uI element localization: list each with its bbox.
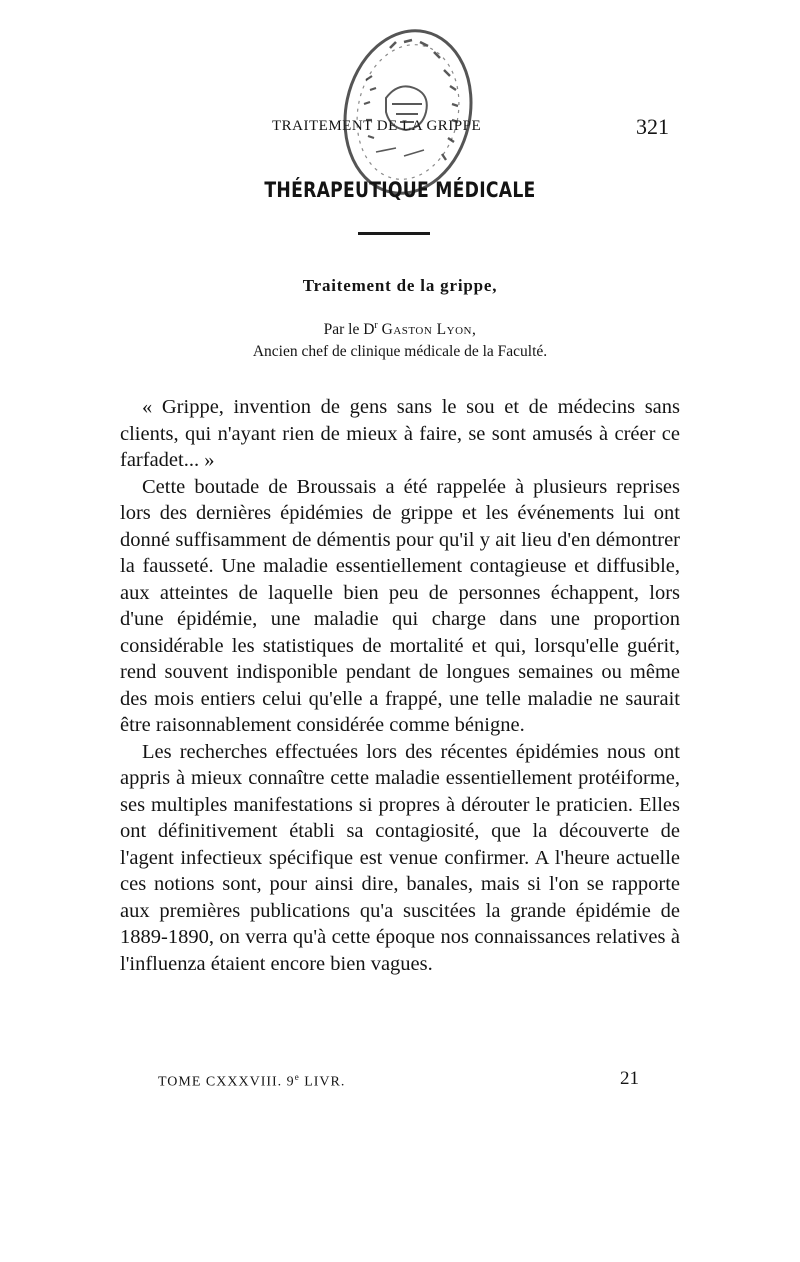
page-number: 321 — [636, 114, 669, 139]
body-paragraph: « Grippe, invention de gens sans le sou et de médecins sans clients, qui n'ayant rien de mieux à faire, se sont amusés à créer ce farfadet... » — [120, 396, 680, 471]
signature-superscript: e — [294, 1072, 300, 1082]
page-footer — [0, 1068, 800, 1092]
signature-suffix: LIVR. — [299, 1074, 346, 1090]
section-title: THÉRAPEUTIQUE MÉDICALE — [264, 178, 536, 202]
byline — [0, 320, 800, 339]
byline-prefix: Par le D — [323, 321, 375, 339]
article-title: Traitement de la grippe, — [302, 276, 498, 295]
body-paragraph: Les recherches effectuées lors des récentes épidémies nous ont appris à mieux connaître cette maladie essentiellement protéiforme, ses multiples manifestations si propres à dérouter le praticien. Elles ont définitivement établi sa contagiosité, que la découverte de l'agent infectieux spécifique est venue confirmer. A l'heure actuelle ces notions sont, pour ainsi dire, banales, mais si l'on se rapporte aux premières publications qu'a suscitées la grande épidémie de 1889-1890, on verra qu'à cette époque nos connaissances relatives à l'influenza étaient encore bien vagues. — [120, 740, 680, 975]
author-name: Gaston Lyon, — [381, 321, 477, 339]
article-body — [120, 394, 680, 977]
signature-mark — [158, 1072, 345, 1091]
author-affiliation: Ancien chef de clinique médicale de la Faculté. — [252, 343, 548, 360]
title-rule — [358, 232, 430, 235]
sheet-number: 21 — [620, 1068, 639, 1089]
signature-prefix: TOME CXXXVIII. 9 — [158, 1074, 295, 1090]
body-paragraph: Cette boutade de Broussais a été rappelée à plusieurs reprises lors des dernières épidémies de grippe et les événements lui ont donné suffisamment de démentis pour qu'il y ait lieu d'en démontrer la fausseté. Une maladie essentiellement contagieuse et diffusible, aux atteintes de laquelle bien peu de personnes échappent, lors d'une épidémie, une maladie qui charge dans une proportion considérable les statistiques de mortalité et qui, lorsqu'elle guérit, rend souvent indisponible pendant de longues semaines ou même des mois entiers celui qu'elle a frappé, une telle maladie ne saurait être raisonnablement considérée comme bénigne. — [120, 475, 680, 736]
running-title: TRAITEMENT DE LA GRIPPE — [272, 118, 482, 134]
byline-superscript: r — [374, 320, 378, 331]
